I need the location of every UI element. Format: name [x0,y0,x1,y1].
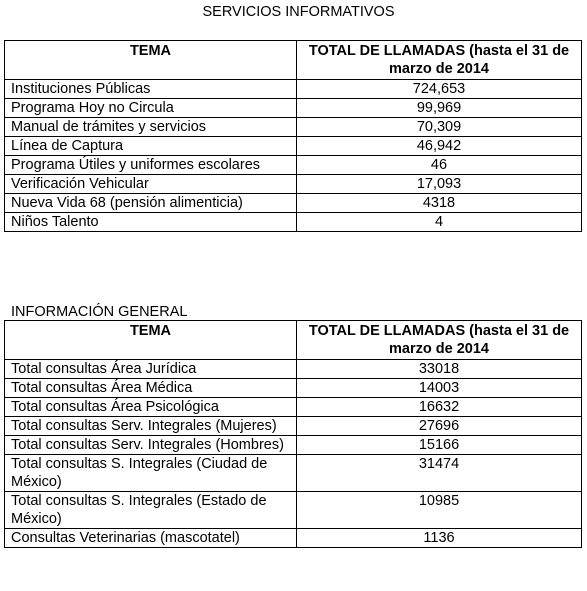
row-value: 17,093 [297,175,582,194]
row-value: 16632 [297,398,582,417]
row-label: Niños Talento [5,213,297,232]
servicios-informativos-table [4,40,582,232]
header-total-llamadas: TOTAL DE LLAMADAS (hasta el 31 de marzo de 2014 [297,321,582,360]
row-label: Programa Hoy no Circula [5,99,297,118]
row-label: Total consultas Área Jurídica [5,360,297,379]
row-value: 1136 [297,529,582,548]
row-label: Instituciones Públicas [5,80,297,99]
row-label: Verificación Vehicular [5,175,297,194]
row-label: Total consultas Serv. Integrales (Mujeres) [5,417,297,436]
table-row [5,156,582,175]
row-value: 4 [297,213,582,232]
table-row [5,492,582,529]
row-label: Consultas Veterinarias (mascotatel) [5,529,297,548]
row-label: Total consultas Área Médica [5,379,297,398]
header-tema: TEMA [5,321,297,360]
table-row [5,137,582,156]
table-row [5,455,582,492]
row-label: Total consultas Área Psicológica [5,398,297,417]
table-header-row [5,321,582,360]
table-row [5,175,582,194]
table-row [5,213,582,232]
row-label: Manual de trámites y servicios [5,118,297,137]
row-value: 46 [297,156,582,175]
header-tema: TEMA [5,41,297,80]
informacion-general-table [4,320,582,548]
section-title-informacion-general: INFORMACIÓN GENERAL [11,304,188,320]
row-label: Nueva Vida 68 (pensión alimenticia) [5,194,297,213]
section-title-servicios-informativos: SERVICIOS INFORMATIVOS [202,4,395,20]
table-header-row [5,41,582,80]
row-value: 33018 [297,360,582,379]
row-value: 10985 [297,492,582,529]
row-value: 31474 [297,455,582,492]
row-value: 46,942 [297,137,582,156]
row-value: 99,969 [297,99,582,118]
row-label: Línea de Captura [5,137,297,156]
table-row [5,379,582,398]
table-row [5,398,582,417]
row-label: Total consultas S. Integrales (Ciudad de México) [5,455,297,492]
row-value: 14003 [297,379,582,398]
row-label: Total consultas S. Integrales (Estado de México) [5,492,297,529]
row-value: 70,309 [297,118,582,137]
table-row [5,417,582,436]
table-row [5,529,582,548]
table-row [5,118,582,137]
table-row [5,194,582,213]
row-label: Total consultas Serv. Integrales (Hombres) [5,436,297,455]
row-label: Programa Útiles y uniformes escolares [5,156,297,175]
row-value: 724,653 [297,80,582,99]
row-value: 27696 [297,417,582,436]
row-value: 15166 [297,436,582,455]
table-row [5,436,582,455]
table-row [5,99,582,118]
header-total-llamadas: TOTAL DE LLAMADAS (hasta el 31 de marzo de 2014 [297,41,582,80]
row-value: 4318 [297,194,582,213]
table-row [5,360,582,379]
table-row [5,80,582,99]
